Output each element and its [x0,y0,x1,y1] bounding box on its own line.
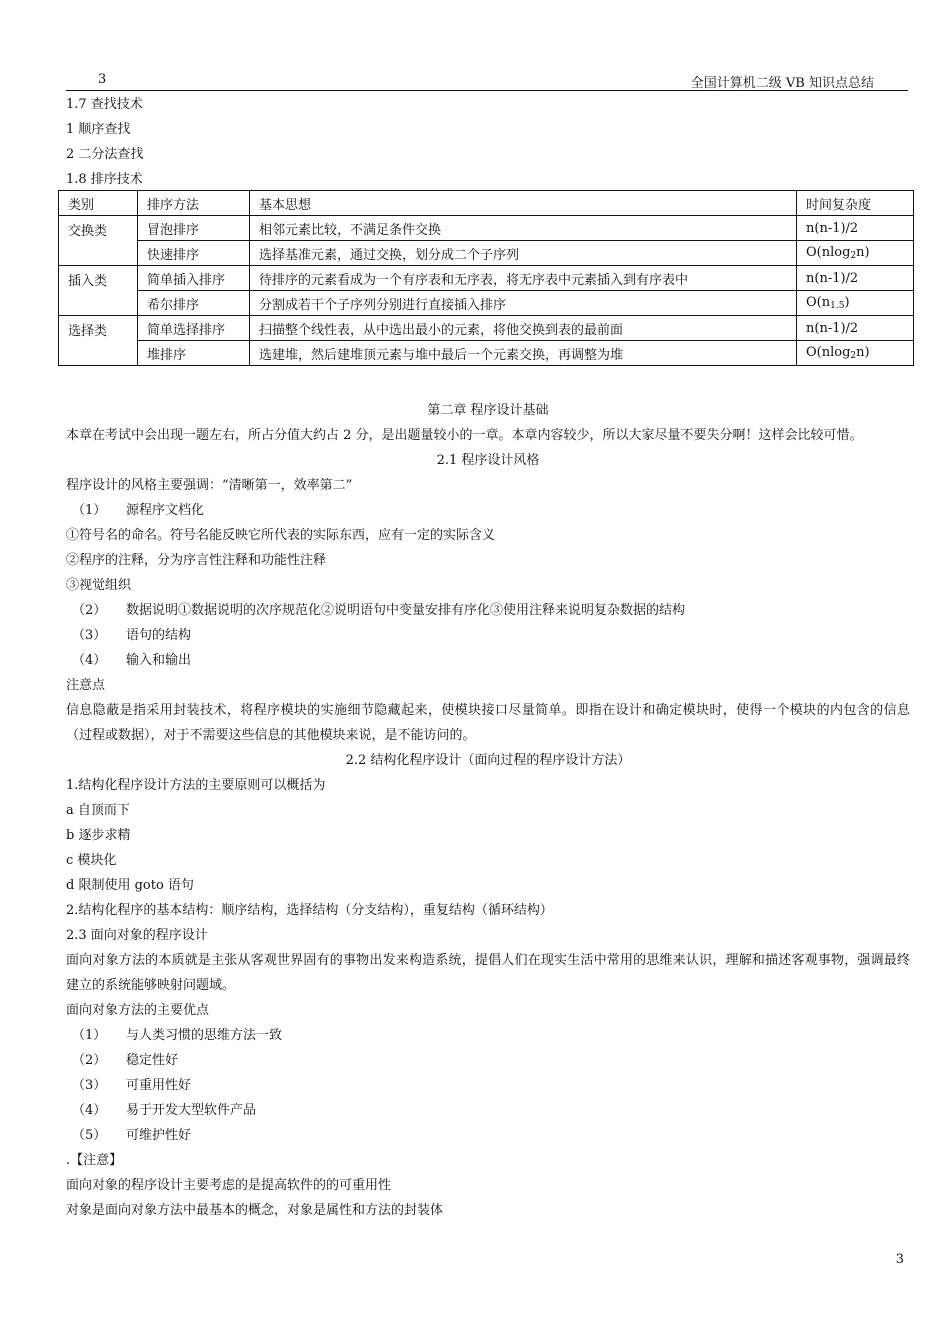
numbered-item [66,1048,910,1073]
list-item: b 逐步求精 [66,828,131,843]
table-row [59,266,914,291]
top-section [66,92,910,192]
method-cell: 堆排序 [138,341,250,366]
item-number: （4） [72,1103,107,1118]
complexity-cell [797,291,914,316]
column-header: 时间复杂度 [797,191,914,216]
paragraph: 面向对象方法的主要优点 [66,1003,210,1018]
item-text: 源程序文档化 [126,503,205,518]
paragraph: ①符号名的命名。符号名能反映它所代表的实际东西，应有一定的实际含义 [66,528,496,543]
complexity-text: O(nlog [806,345,851,360]
item-text: 易于开发大型软件产品 [126,1103,257,1118]
table-row [59,341,914,366]
section-heading: 1.7 查找技术 [66,97,143,112]
note-title: 注意点 [66,678,106,693]
item-number: （2） [72,603,107,618]
table-row [59,241,914,266]
complexity-cell: n(n-1)/2 [797,316,914,341]
list-item: c 模块化 [66,853,117,868]
method-cell: 快速排序 [138,241,250,266]
complexity-cell: n(n-1)/2 [797,216,914,241]
idea-cell: 相邻元素比较，不满足条件交换 [250,216,797,241]
numbered-item [66,623,910,648]
table-header-row [59,191,914,216]
complexity-text: n) [856,245,870,260]
list-item: 1 顺序查找 [66,122,131,137]
item-number: （5） [72,1128,107,1143]
section-title: 2.2 结构化程序设计（面向过程的程序设计方法） [345,753,631,768]
item-text: 与人类习惯的思维方法一致 [126,1028,283,1043]
complexity-cell: n(n-1)/2 [797,266,914,291]
paragraph: ③视觉组织 [66,578,132,593]
section-title: 2.3 面向对象的程序设计 [66,928,208,943]
list-item: a 自顶而下 [66,803,130,818]
idea-cell: 扫描整个线性表，从中选出最小的元素，将他交换到表的最前面 [250,316,797,341]
header-title: 全国计算机二级 VB 知识点总结 [690,76,874,91]
complexity-subscript: 1.5 [830,301,845,311]
header-page-number: 3 [98,72,107,87]
chapter-intro: 本章在考试中会出现一题左右，所占分值大约占 2 分，是出题量较小的一章。本章内容较少，所以大家尽量不要失分啊！这样会比较可惜。 [66,428,863,443]
numbered-item [66,1023,910,1048]
item-number: （3） [72,1078,107,1093]
section-title: 2.1 程序设计风格 [436,453,540,468]
complexity-text: O(nlog [806,245,851,260]
idea-cell: 待排序的元素看成为一个有序表和无序表，将无序表中元素插入到有序表中 [250,266,797,291]
complexity-cell [797,241,914,266]
numbered-item [66,648,910,673]
item-number: （2） [72,1053,107,1068]
note-title: .【注意】 [66,1153,123,1168]
method-cell: 冒泡排序 [138,216,250,241]
category-cell: 交换类 [59,216,138,266]
idea-cell: 分割成若干个子序列分别进行直接插入排序 [250,291,797,316]
idea-cell: 选建堆，然后建堆顶元素与堆中最后一个元素交换，再调整为堆 [250,341,797,366]
column-header: 排序方法 [138,191,250,216]
numbered-item [66,1123,910,1148]
method-cell: 简单选择排序 [138,316,250,341]
list-item: 2 二分法查找 [66,147,144,162]
category-cell: 插入类 [59,266,138,316]
item-text: 输入和输出 [126,653,192,668]
complexity-subscript: 2 [850,251,857,261]
chapter-title: 第二章 程序设计基础 [427,403,549,418]
idea-cell: 选择基准元素，通过交换，划分成二个子序列 [250,241,797,266]
column-header: 类别 [59,191,138,216]
item-number: （1） [72,503,107,518]
paragraph: 面向对象方法的本质就是主张从客观世界固有的事物出发来构造系统，提倡人们在现实生活中常用的思维来认识，理解和描述客观事物，强调最终建立的系统能够映射问题域。 [66,953,910,993]
numbered-item [66,598,910,623]
table-row [59,216,914,241]
complexity-cell [797,341,914,366]
complexity-text: ) [844,295,850,310]
complexity-subscript: 2 [850,351,857,361]
paragraph: 2.结构化程序的基本结构：顺序结构，选择结构（分支结构），重复结构（循环结构） [66,903,553,918]
column-header: 基本思想 [250,191,797,216]
complexity-text: n) [856,345,870,360]
method-cell: 简单插入排序 [138,266,250,291]
footer-page-number: 3 [895,1252,904,1267]
paragraph: 对象是面向对象方法中最基本的概念，对象是属性和方法的封装体 [66,1203,444,1218]
page-header [66,70,908,91]
numbered-item [66,1073,910,1098]
item-text: 语句的结构 [126,628,192,643]
list-item: d 限制使用 goto 语句 [66,878,194,893]
item-text: 稳定性好 [126,1053,179,1068]
item-text: 可维护性好 [126,1128,192,1143]
section-heading: 1.8 排序技术 [66,172,143,187]
paragraph: 程序设计的风格主要强调：“清晰第一，效率第二” [66,478,353,493]
table-row [59,316,914,341]
paragraph: 面向对象的程序设计主要考虑的是提高软件的的可重用性 [66,1178,392,1193]
chapter-two [66,398,910,1223]
paragraph: ②程序的注释，分为序言性注释和功能性注释 [66,553,327,568]
numbered-item [66,498,910,523]
paragraph: 1.结构化程序设计方法的主要原则可以概括为 [66,778,326,793]
numbered-item [66,1098,910,1123]
item-number: （1） [72,1028,107,1043]
item-number: （3） [72,628,107,643]
item-text: 可重用性好 [126,1078,192,1093]
item-number: （4） [72,653,107,668]
item-text: 数据说明①数据说明的次序规范化②说明语句中变量安排有序化③使用注释来说明复杂数据的结构 [126,603,686,618]
note-text: 信息隐蔽是指采用封装技术，将程序模块的实施细节隐藏起来，使模块接口尽量简单。即指在设计和确定模块时，使得一个模块的内包含的信息（过程或数据），对于不需要这些信息的其他模块来说，是不能访问的。 [66,703,910,743]
method-cell: 希尔排序 [138,291,250,316]
category-cell: 选择类 [59,316,138,366]
table-row [59,291,914,316]
sorting-table [58,190,914,366]
complexity-text: O(n [806,295,831,310]
